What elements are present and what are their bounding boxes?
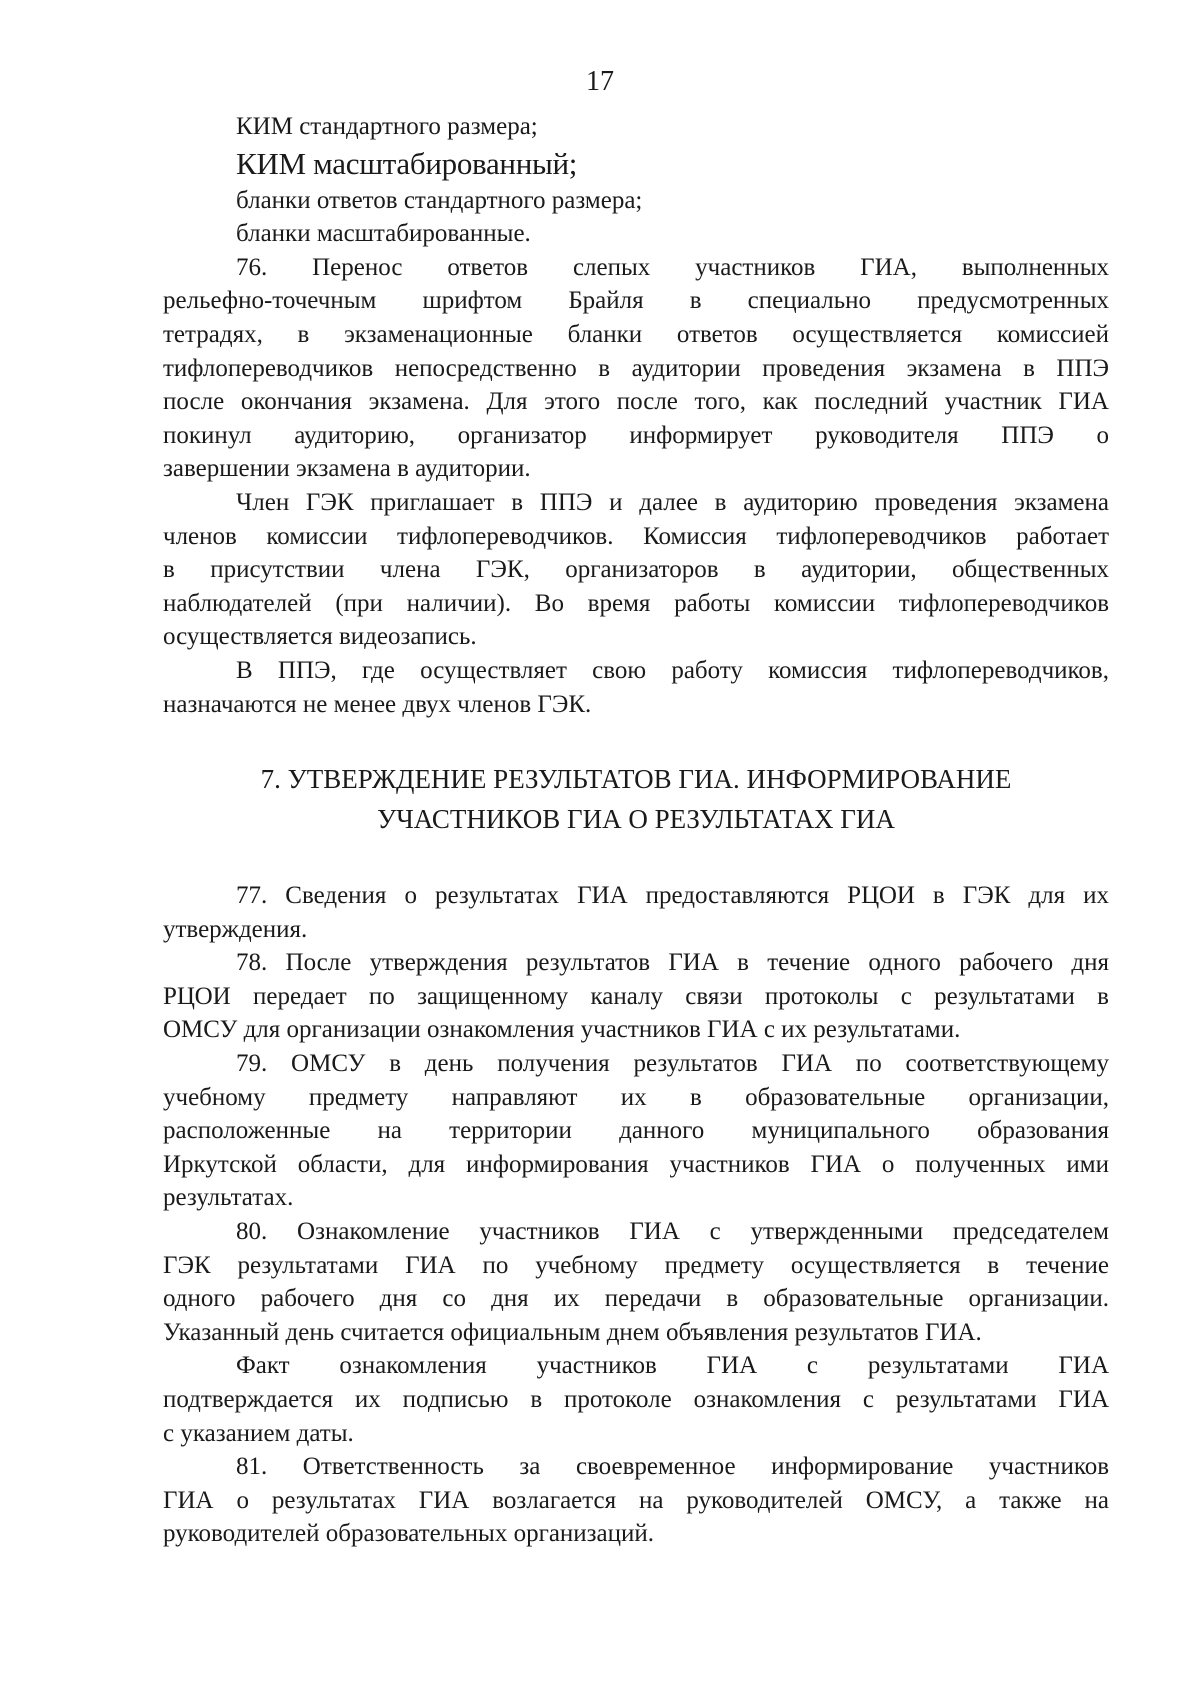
paragraph-81 bbox=[163, 1450, 1109, 1551]
paragraph-line: 80. Ознакомление участников ГИА с утвержденными председателем bbox=[236, 1218, 1109, 1246]
section-heading bbox=[163, 759, 1109, 839]
list-item: КИМ стандартного размера; bbox=[236, 113, 538, 140]
paragraph-line: тифлопереводчиков непосредственно в аудитории проведения экзамена в ППЭ bbox=[163, 354, 1109, 382]
list-block bbox=[163, 110, 1109, 251]
paragraph-line: осуществляется видеозапись. bbox=[163, 623, 477, 651]
paragraph-77 bbox=[163, 879, 1109, 946]
paragraph-line: Иркутской области, для информирования участников ГИА о полученных ими bbox=[163, 1150, 1109, 1178]
list-item: КИМ масштабированный; bbox=[236, 145, 578, 181]
paragraph-line: тетрадях, в экзаменационные бланки ответов осуществляется комиссией bbox=[163, 320, 1109, 348]
paragraph-line: одного рабочего дня со дня их передачи в образовательные организации. bbox=[163, 1285, 1109, 1313]
paragraph-line: с указанием даты. bbox=[163, 1419, 354, 1447]
paragraph-80 bbox=[163, 1215, 1109, 1349]
paragraph-line: в присутствии члена ГЭК, организаторов в аудитории, общественных bbox=[163, 556, 1109, 584]
paragraph-line: ГИА о результатах ГИА возлагается на руководителей ОМСУ, а также на bbox=[163, 1486, 1109, 1514]
paragraph-line: 76. Перенос ответов слепых участников ГИА, выполненных bbox=[236, 253, 1109, 281]
paragraph-line: Факт ознакомления участников ГИА с результатами ГИА bbox=[236, 1352, 1109, 1380]
paragraph-line: результатах. bbox=[163, 1184, 294, 1212]
paragraph-line: учебному предмету направляют их в образовательные организации, bbox=[163, 1083, 1109, 1111]
paragraph-line: 81. Ответственность за своевременное информирование участников bbox=[236, 1453, 1109, 1481]
list-item: бланки ответов стандартного размера; bbox=[236, 186, 643, 214]
paragraph-line: членов комиссии тифлопереводчиков. Комиссия тифлопереводчиков работает bbox=[163, 522, 1109, 550]
paragraph-line: 77. Сведения о результатах ГИА предоставляются РЦОИ в ГЭК для их bbox=[236, 882, 1109, 910]
paragraph-line: Указанный день считается официальным днем объявления результатов ГИА. bbox=[163, 1318, 982, 1346]
paragraph-line: после окончания экзамена. Для этого после того, как последний участник ГИА bbox=[163, 388, 1109, 416]
paragraph-ppe bbox=[163, 654, 1109, 721]
paragraph-79 bbox=[163, 1047, 1109, 1215]
paragraph-line: 79. ОМСУ в день получения результатов ГИА по соответствующему bbox=[236, 1050, 1109, 1078]
paragraph-line: наблюдателей (при наличии). Во время работы комиссии тифлопереводчиков bbox=[163, 589, 1109, 617]
list-item: бланки масштабированные. bbox=[236, 220, 531, 248]
paragraph-line: покинул аудиторию, организатор информирует руководителя ППЭ о bbox=[163, 421, 1109, 449]
section-heading-line: 7. УТВЕРЖДЕНИЕ РЕЗУЛЬТАТОВ ГИА. ИНФОРМИРОВАНИЕ bbox=[260, 764, 1012, 795]
paragraph-line: Член ГЭК приглашает в ППЭ и далее в аудиторию проведения экзамена bbox=[236, 488, 1109, 516]
paragraph-line: завершении экзамена в аудитории. bbox=[163, 455, 531, 483]
paragraph-fact bbox=[163, 1349, 1109, 1450]
document-body bbox=[163, 110, 1109, 1551]
section-heading-line: УЧАСТНИКОВ ГИА О РЕЗУЛЬТАТАХ ГИА bbox=[377, 804, 895, 835]
paragraph-76 bbox=[163, 251, 1109, 486]
paragraph-78 bbox=[163, 946, 1109, 1047]
paragraph-line: 78. После утверждения результатов ГИА в течение одного рабочего дня bbox=[236, 949, 1109, 977]
paragraph-line: расположенные на территории данного муниципального образования bbox=[163, 1117, 1109, 1145]
paragraph-line: рельефно-точечным шрифтом Брайля в специально предусмотренных bbox=[163, 287, 1109, 315]
paragraph-line: утверждения. bbox=[163, 915, 308, 943]
paragraph-line: руководителей образовательных организаций. bbox=[163, 1520, 655, 1548]
page-number: 17 bbox=[586, 66, 614, 97]
paragraph-line: ОМСУ для организации ознакомления участников ГИА с их результатами. bbox=[163, 1016, 961, 1044]
paragraph-line: РЦОИ передает по защищенному каналу связи протоколы с результатами в bbox=[163, 982, 1109, 1010]
paragraph-line: назначаются не менее двух членов ГЭК. bbox=[163, 690, 592, 718]
paragraph-gek-member bbox=[163, 486, 1109, 654]
paragraph-line: подтверждается их подписью в протоколе ознакомления с результатами ГИА bbox=[163, 1386, 1109, 1413]
paragraph-line: В ППЭ, где осуществляет свою работу комиссия тифлопереводчиков, bbox=[236, 656, 1109, 684]
paragraph-line: ГЭК результатами ГИА по учебному предмету осуществляется в течение bbox=[163, 1251, 1109, 1279]
